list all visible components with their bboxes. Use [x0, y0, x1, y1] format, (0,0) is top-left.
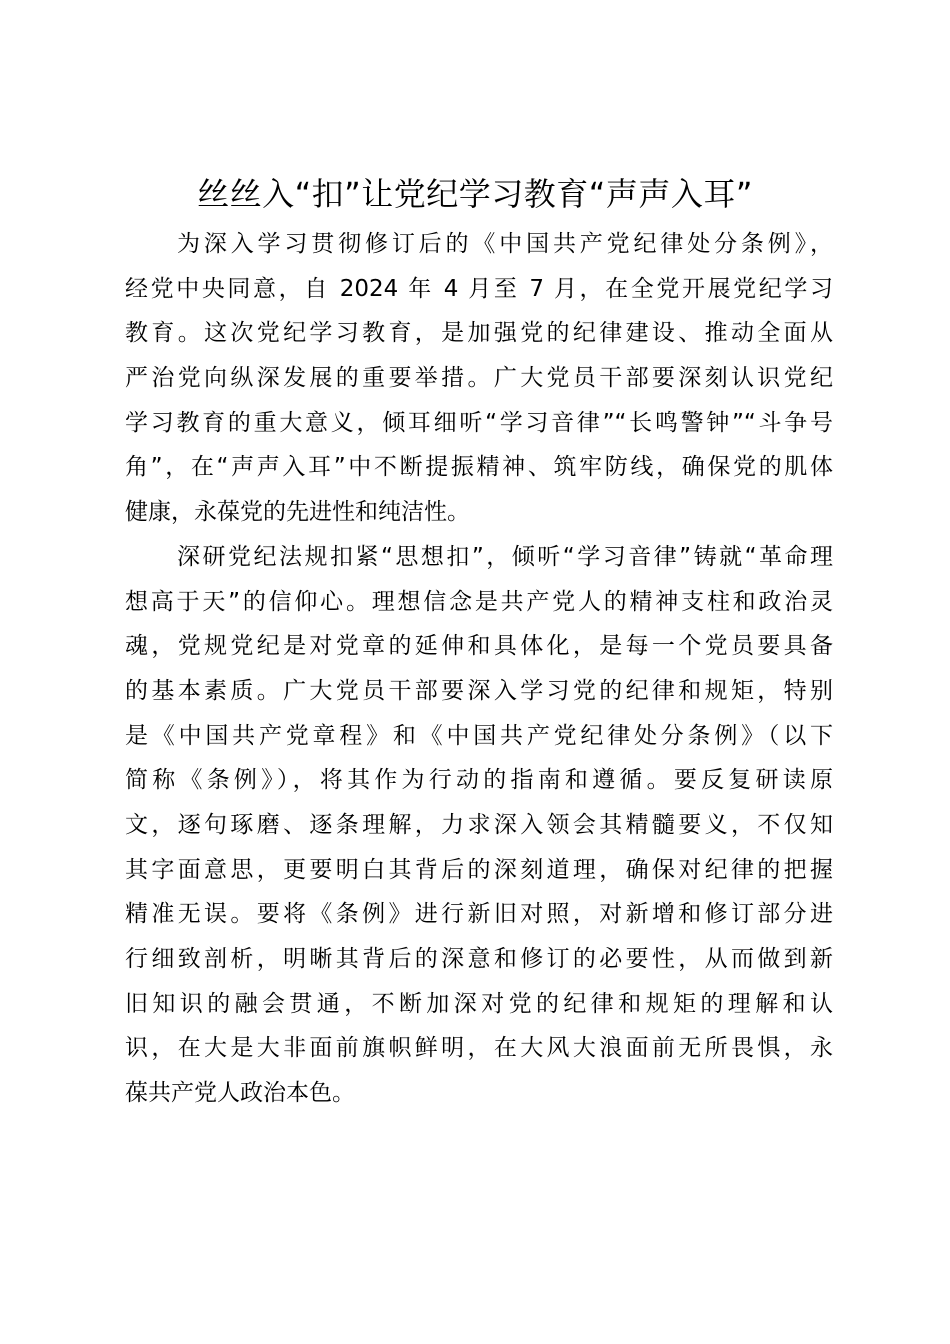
text-line: 教育。这次党纪学习教育，是加强党的纪律建设、推动全面从	[125, 320, 833, 347]
text-line: 精准无误。要将《条例》进行新旧对照，对新增和修订部分进	[125, 901, 833, 928]
text-line: 旧知识的融会贯通，不断加深对党的纪律和规矩的理解和认	[125, 990, 833, 1017]
document-title: 丝丝入“扣”让党纪学习教育“声声入耳”	[197, 175, 753, 213]
paragraph-2	[125, 535, 833, 1116]
text-line: 严治党向纵深发展的重要举措。广大党员干部要深刻认识党纪	[125, 365, 833, 392]
text-line: 深研党纪法规扣紧“思想扣”，倾听“学习音律”铸就“革命理	[177, 543, 833, 570]
text-line: 角”，在“声声入耳”中不断提振精神、筑牢防线，确保党的肌体	[125, 454, 833, 481]
text-line: 健康，永葆党的先进性和纯洁性。	[125, 499, 470, 526]
text-line: 为深入学习贯彻修订后的《中国共产党纪律处分条例》，	[177, 231, 833, 257]
paragraph-1	[125, 222, 833, 535]
text-line: 经党中央同意，自 2024 年 4 月至 7 月，在全党开展党纪学习	[125, 275, 833, 302]
document-body	[125, 222, 833, 1116]
text-line: 学习教育的重大意义，倾耳细听“学习音律”“长鸣警钟”“斗争号	[125, 409, 833, 436]
text-line: 的基本素质。广大党员干部要深入学习党的纪律和规矩，特别	[125, 677, 833, 704]
text-line: 文，逐句琢磨、逐条理解，力求深入领会其精髓要义，不仅知	[125, 811, 833, 838]
text-line: 想高于天”的信仰心。理想信念是共产党人的精神支柱和政治灵	[125, 588, 833, 615]
text-line: 简称《条例》），将其作为行动的指南和遵循。要反复研读原	[125, 767, 833, 794]
text-line: 行细致剖析，明晰其背后的深意和修订的必要性，从而做到新	[125, 946, 833, 972]
text-line: 其字面意思，更要明白其背后的深刻道理，确保对纪律的把握	[125, 856, 833, 883]
text-line: 是《中国共产党章程》和《中国共产党纪律处分条例》（以下	[125, 722, 833, 749]
text-line: 葆共产党人政治本色。	[125, 1080, 355, 1107]
text-line: 识，在大是大非面前旗帜鲜明，在大风大浪面前无所畏惧，永	[125, 1035, 833, 1062]
text-line: 魂，党规党纪是对党章的延伸和具体化，是每一个党员要具备	[125, 633, 833, 660]
